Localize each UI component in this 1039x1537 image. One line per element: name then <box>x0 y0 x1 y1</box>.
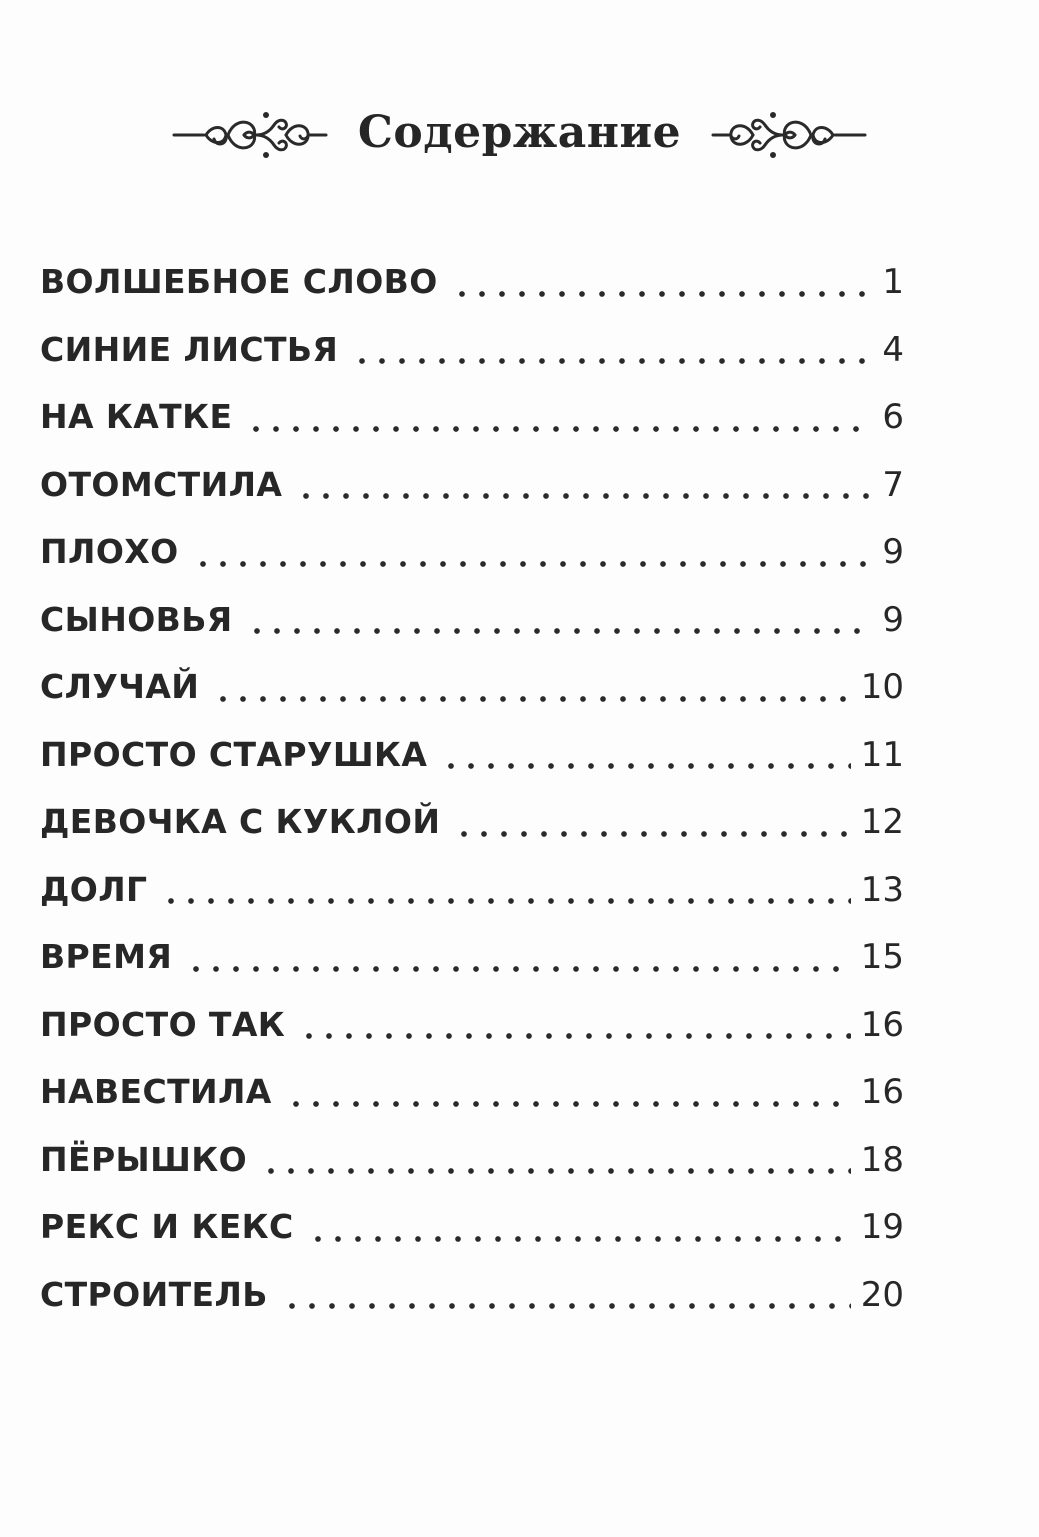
toc-leader-dots <box>247 626 873 636</box>
toc-leader-dots <box>261 1166 851 1176</box>
toc-entry-page: 10 <box>860 667 904 707</box>
toc-entry-title: ПРОСТО СТАРУШКА <box>40 734 428 774</box>
toc-entry-page: 9 <box>882 532 904 572</box>
toc-entry[interactable] <box>40 653 904 721</box>
toc-entry[interactable] <box>40 721 904 789</box>
toc-entry[interactable] <box>40 1261 904 1329</box>
toc-entry-title: ПРОСТО ТАК <box>40 1004 286 1044</box>
toc-leader-dots <box>246 424 872 434</box>
contents-heading <box>0 92 1039 172</box>
toc-entry-page: 16 <box>860 1072 904 1112</box>
left-ornament-icon <box>170 97 330 167</box>
toc-entry-title: СТРОИТЕЛЬ <box>40 1274 268 1314</box>
toc-entry[interactable] <box>40 451 904 519</box>
toc-entry-page: 12 <box>860 802 904 842</box>
toc-entry-page: 1 <box>882 262 904 302</box>
toc-leader-dots <box>454 829 850 839</box>
toc-leader-dots <box>186 964 851 974</box>
toc-leader-dots <box>213 694 850 704</box>
right-ornament-icon <box>709 97 869 167</box>
toc-leader-dots <box>286 1099 851 1109</box>
toc-entry-page: 6 <box>882 397 904 437</box>
toc-entry-title: ВОЛШЕБНОЕ СЛОВО <box>40 262 438 301</box>
toc-entry[interactable] <box>40 383 904 451</box>
toc-entry[interactable] <box>40 248 904 316</box>
toc-entry-page: 7 <box>882 464 904 505</box>
toc-entry[interactable] <box>40 788 904 856</box>
toc-entry-page: 16 <box>860 1004 904 1045</box>
toc-entry-page: 4 <box>882 329 904 370</box>
toc-entry-title: ПЛОХО <box>40 532 179 571</box>
toc-leader-dots <box>299 1031 851 1041</box>
toc-leader-dots <box>296 491 872 501</box>
toc-entry-page: 19 <box>860 1207 904 1247</box>
toc-entry-title: СЛУЧАЙ <box>40 667 200 706</box>
toc-leader-dots <box>308 1234 851 1244</box>
toc-entry-title: СЫНОВЬЯ <box>40 599 233 639</box>
toc-entry[interactable] <box>40 1126 904 1194</box>
toc-entry-title: СИНИЕ ЛИСТЬЯ <box>40 329 339 369</box>
page-title: Содержание <box>357 106 682 158</box>
toc-entry-page: 15 <box>860 937 904 977</box>
toc-entry-page: 13 <box>860 869 904 910</box>
toc-entry-page: 20 <box>860 1274 904 1315</box>
toc-entry-page: 11 <box>860 734 904 775</box>
toc-entry[interactable] <box>40 1058 904 1126</box>
toc-entry-title: РЕКС И КЕКС <box>40 1207 294 1246</box>
toc-entry-title: ДОЛГ <box>40 869 148 909</box>
toc-entry[interactable] <box>40 586 904 654</box>
toc-entry-title: НАВЕСТИЛА <box>40 1072 272 1111</box>
toc-leader-dots <box>193 559 873 569</box>
toc-entry-page: 9 <box>882 599 904 640</box>
toc-entry-title: ДЕВОЧКА С КУКЛОЙ <box>40 802 441 841</box>
toc-entry[interactable] <box>40 991 904 1059</box>
toc-leader-dots <box>282 1301 851 1311</box>
toc-entry-title: ПЁРЫШКО <box>40 1139 248 1179</box>
toc-leader-dots <box>441 761 850 771</box>
toc-entry-title: НА КАТКЕ <box>40 397 233 436</box>
toc-entry[interactable] <box>40 923 904 991</box>
toc-entry[interactable] <box>40 1193 904 1261</box>
toc-entry[interactable] <box>40 856 904 924</box>
toc-entry[interactable] <box>40 316 904 384</box>
toc-entry-page: 18 <box>860 1139 904 1180</box>
toc-entry-title: ОТОМСТИЛА <box>40 464 283 504</box>
toc-leader-dots <box>161 896 850 906</box>
toc-leader-dots <box>352 356 872 366</box>
toc-entry-title: ВРЕМЯ <box>40 937 173 976</box>
table-of-contents <box>40 248 904 1328</box>
toc-entry[interactable] <box>40 518 904 586</box>
toc-leader-dots <box>452 289 873 299</box>
